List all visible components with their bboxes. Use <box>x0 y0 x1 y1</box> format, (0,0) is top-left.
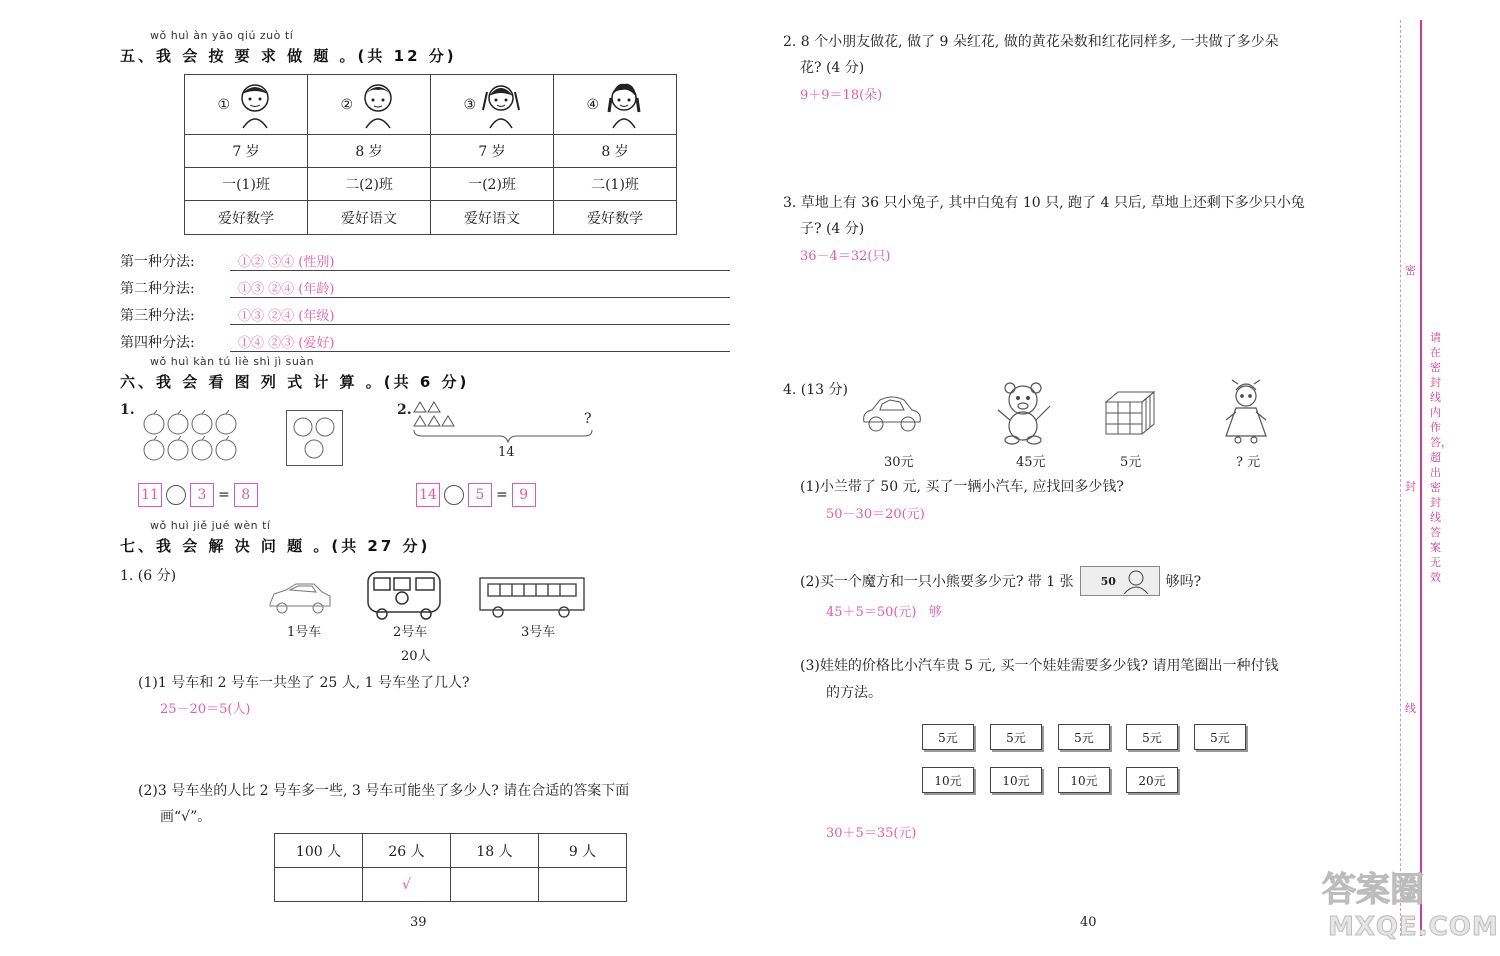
hobby-cell-4: 爱好数学 <box>554 201 677 235</box>
kid-cell-1 <box>185 75 308 135</box>
page-number: 40 <box>1080 915 1097 930</box>
method-label: 第四种分法: <box>120 335 195 351</box>
q4-sub1: (1)小兰带了 50 元, 买了一辆小汽车, 应找回多少钱? <box>800 479 1124 495</box>
apple-group-icon <box>140 408 245 466</box>
section6-title: 六、我 会 看 图 列 式 计 算 。(共 6 分) <box>120 373 470 391</box>
money-note[interactable]: 5元 <box>1126 724 1178 750</box>
class-cell-1: 一(1)班 <box>185 168 308 201</box>
hobby-cell-1: 爱好数学 <box>185 201 308 235</box>
kids-table <box>184 74 677 235</box>
choice-label: 100 人 <box>275 834 363 868</box>
money-note[interactable]: 5元 <box>1058 724 1110 750</box>
brace-total: 14 <box>498 445 515 460</box>
watermark-url: MXQE.COM <box>1328 912 1499 942</box>
choice-label: 9 人 <box>539 834 627 868</box>
q7-1-sub2-line2: 画“√”。 <box>160 809 212 825</box>
price-car: 30元 <box>884 455 914 470</box>
q3-line1: 3. 草地上有 36 只小兔子, 其中白兔有 10 只, 跑了 4 只后, 草地上还剩下多少只小兔 <box>783 195 1305 211</box>
choice-label: 26 人 <box>363 834 451 868</box>
section7-title: 七、我 会 解 决 问 题 。(共 27 分) <box>120 537 431 555</box>
q4-sub3-line1: (3)娃娃的价格比小汽车贵 5 元, 买一个娃娃需要多少钱? 请用笔圈出一种付钱 <box>800 658 1279 674</box>
binding-notice: 请在密封线内作答，超出密封线答案无效 <box>1430 331 1452 584</box>
car-label-2: 2号车 <box>393 625 428 640</box>
price-cube: 5元 <box>1120 455 1142 470</box>
equation-box[interactable]: 3 <box>190 483 214 507</box>
money-note[interactable]: 10元 <box>990 767 1042 793</box>
kid-marker-4: ④ <box>586 96 600 113</box>
kid-marker-2: ② <box>340 96 354 113</box>
q4-sub2 <box>800 566 1201 596</box>
method-answer-input[interactable]: ①② ③④ (性别) <box>230 251 730 271</box>
money-row-2 <box>922 767 1178 793</box>
cut-line <box>1400 20 1402 936</box>
kid-marker-3: ③ <box>463 96 477 113</box>
method-row-1 <box>120 244 730 271</box>
equals-sign: = <box>496 487 508 503</box>
choice-checkbox-checked[interactable]: √ <box>363 868 451 902</box>
money-note[interactable]: 5元 <box>1194 724 1246 750</box>
equation-box[interactable]: 14 <box>416 483 440 507</box>
kid-marker-1: ① <box>217 96 231 113</box>
choice-checkbox[interactable] <box>539 868 627 902</box>
q7-1-sub1: (1)1 号车和 2 号车一共坐了 25 人, 1 号车坐了几人? <box>138 675 470 691</box>
money-note[interactable]: 10元 <box>922 767 974 793</box>
car-icon <box>268 580 332 616</box>
minibus-icon <box>366 568 442 620</box>
teddy-bear-icon <box>990 380 1056 446</box>
equation-box[interactable]: 8 <box>234 483 258 507</box>
section6-pinyin: wǒ huì kàn tú liè shì jì suàn <box>150 355 315 368</box>
choice-checkbox[interactable] <box>451 868 539 902</box>
q4-sub2-text-end: 够吗? <box>1165 574 1202 590</box>
rubiks-cube-icon <box>1104 390 1156 436</box>
watermark-logo: 答案圈 <box>1322 870 1424 910</box>
q6-2-equation <box>416 483 536 507</box>
q2-line2: 花? (4 分) <box>800 60 865 76</box>
q4-sub3-answer[interactable]: 30＋5＝35(元) <box>826 826 917 841</box>
operator-circle[interactable] <box>166 485 186 505</box>
apple-icon <box>287 411 342 465</box>
section7-pinyin: wǒ huì jiě jué wèn tí <box>150 519 271 532</box>
age-cell-3: 7 岁 <box>431 135 554 168</box>
section5-title: 五、我 会 按 要 求 做 题 。(共 12 分) <box>120 47 457 65</box>
age-cell-2: 8 岁 <box>308 135 431 168</box>
method-answer-input[interactable]: ①③ ②④ (年龄) <box>230 278 730 298</box>
money-note[interactable]: 10元 <box>1058 767 1110 793</box>
method-answer-input[interactable]: ①④ ②③ (爱好) <box>230 332 730 352</box>
banknote-image <box>1080 566 1160 596</box>
choice-checkbox[interactable] <box>275 868 363 902</box>
q7-1-sub1-answer[interactable]: 25－20＝5(人) <box>160 702 251 717</box>
method-row-4 <box>120 325 730 352</box>
q7-1-label: 1. (6 分) <box>120 568 177 584</box>
q4-sub2-text: (2)买一个魔方和一只小熊要多少元? 带 1 张 <box>800 574 1074 590</box>
q4-sub3-line2: 的方法。 <box>826 685 882 701</box>
age-cell-1: 7 岁 <box>185 135 308 168</box>
bus-icon <box>478 574 588 618</box>
section5-pinyin: wǒ huì àn yāo qiú zuò tí <box>150 29 294 42</box>
equation-box[interactable]: 11 <box>138 483 162 507</box>
kid-cell-3 <box>431 75 554 135</box>
method-label: 第二种分法: <box>120 281 195 297</box>
girl-face-icon <box>481 80 521 130</box>
money-note[interactable]: 5元 <box>922 724 974 750</box>
price-doll: ? 元 <box>1236 455 1261 470</box>
equals-sign: = <box>218 487 230 503</box>
q6-2-number: 2. <box>397 402 412 418</box>
car-label-1: 1号车 <box>287 625 322 640</box>
boy-face-icon <box>235 80 275 130</box>
operator-circle[interactable] <box>444 485 464 505</box>
equation-box[interactable]: 5 <box>468 483 492 507</box>
doll-icon <box>1222 378 1270 444</box>
q3-line2: 子? (4 分) <box>800 221 865 237</box>
page-number: 39 <box>410 915 427 930</box>
girl-face-icon <box>604 80 644 130</box>
class-cell-4: 二(1)班 <box>554 168 677 201</box>
boy-face-icon <box>358 80 398 130</box>
q4-sub1-answer[interactable]: 50－30＝20(元) <box>826 507 925 522</box>
hobby-cell-2: 爱好语文 <box>308 201 431 235</box>
method-row-3 <box>120 298 730 325</box>
apple-box <box>286 410 343 466</box>
choice-label: 18 人 <box>451 834 539 868</box>
binding-mark-top: 密 <box>1405 264 1416 277</box>
method-row-2 <box>120 271 730 298</box>
age-cell-4: 8 岁 <box>554 135 677 168</box>
portrait-icon <box>1122 568 1150 594</box>
q7-1-sub2-line1: (2)3 号车坐的人比 2 号车多一些, 3 号车可能坐了多少人? 请在合适的答案下面 <box>138 783 630 799</box>
money-row-1 <box>922 724 1246 750</box>
equation-box[interactable]: 9 <box>512 483 536 507</box>
q3-answer[interactable]: 36－4＝32(只) <box>800 249 891 264</box>
price-bear: 45元 <box>1016 455 1046 470</box>
kid-cell-2 <box>308 75 431 135</box>
methods-list <box>120 244 730 352</box>
q6-1-number: 1. <box>120 402 135 418</box>
kid-cell-4 <box>554 75 677 135</box>
q4-label: 4. (13 分) <box>783 382 848 398</box>
method-label: 第一种分法: <box>120 254 195 270</box>
method-label: 第三种分法: <box>120 308 195 324</box>
q2-answer[interactable]: 9＋9＝18(朵) <box>800 88 883 103</box>
question-mark: ? <box>584 411 592 427</box>
car2-people: 20人 <box>401 649 431 664</box>
triangles-brace-icon <box>412 400 602 446</box>
toy-car-icon <box>860 392 924 436</box>
q6-1-equation <box>138 483 258 507</box>
binding-line <box>1420 20 1422 936</box>
q4-sub2-answer[interactable]: 45＋5＝50(元) 够 <box>826 605 942 620</box>
money-note[interactable]: 5元 <box>990 724 1042 750</box>
hobby-cell-3: 爱好语文 <box>431 201 554 235</box>
binding-mark-mid: 封 <box>1405 480 1416 493</box>
binding-mark-bottom: 线 <box>1405 702 1416 715</box>
class-cell-3: 一(2)班 <box>431 168 554 201</box>
class-cell-2: 二(2)班 <box>308 168 431 201</box>
q2-line1: 2. 8 个小朋友做花, 做了 9 朵红花, 做的黄花朵数和红花同样多, 一共做了多少朵 <box>783 34 1279 50</box>
method-answer-input[interactable]: ①③ ②④ (年级) <box>230 305 730 325</box>
money-note[interactable]: 20元 <box>1126 767 1178 793</box>
banknote-value: 50 <box>1100 574 1116 588</box>
car-label-3: 3号车 <box>521 625 556 640</box>
choices-table <box>274 833 627 902</box>
